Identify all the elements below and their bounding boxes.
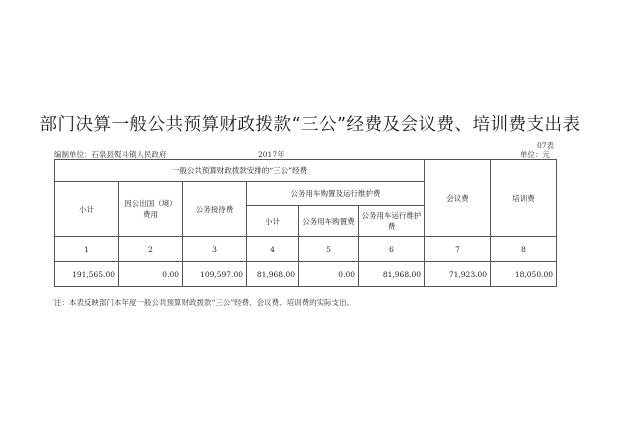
value-training-fee: 18,050.00 (491, 262, 557, 287)
header-abroad-fee: 因公出国（境）费用 (119, 182, 183, 237)
index-cell: 5 (299, 237, 359, 262)
value-vehicle-purchase: 0.00 (299, 262, 359, 287)
index-cell: 8 (491, 237, 557, 262)
header-subtotal: 小计 (55, 182, 119, 237)
value-vehicle-subtotal: 81,968.00 (247, 262, 299, 287)
index-cell: 3 (183, 237, 247, 262)
header-reception-fee: 公务接待费 (183, 182, 247, 237)
footnote: 注：本表反映部门本年度一般公共预算财政拨款“三公”经费、会议费、培训费的实际支出。 (54, 298, 355, 307)
header-training-fee: 培训费 (491, 160, 557, 237)
currency-unit: 单位：元 (520, 150, 550, 159)
index-cell: 2 (119, 237, 183, 262)
value-meeting-fee: 71,923.00 (425, 262, 491, 287)
header-vehicle-group: 公务用车购置及运行维护费 (247, 182, 425, 206)
value-abroad-fee: 0.00 (119, 262, 183, 287)
compiling-unit: 编制单位：石泉县熨斗镇人民政府 (54, 150, 167, 159)
expenditure-table (54, 159, 557, 287)
report-year: 2017年 (258, 150, 285, 159)
index-cell: 4 (247, 237, 299, 262)
index-cell: 7 (425, 237, 491, 262)
header-vehicle-purchase: 公务用车购置费 (299, 206, 359, 237)
index-cell: 6 (359, 237, 425, 262)
header-three-public-group: 一般公共预算财政拨款安排的“三公”经费 (55, 160, 425, 182)
value-reception-fee: 109,597.00 (183, 262, 247, 287)
index-cell: 1 (55, 237, 119, 262)
table-number: 07表 (537, 141, 555, 150)
value-vehicle-operation: 81,968.00 (359, 262, 425, 287)
report-title: 部门决算一般公共预算财政拨款“三公”经费及会议费、培训费支出表 (39, 115, 581, 135)
header-vehicle-subtotal: 小计 (247, 206, 299, 237)
value-subtotal: 191,565.00 (55, 262, 119, 287)
header-vehicle-operation: 公务用车运行维护费 (359, 206, 425, 237)
header-meeting-fee: 会议费 (425, 160, 491, 237)
